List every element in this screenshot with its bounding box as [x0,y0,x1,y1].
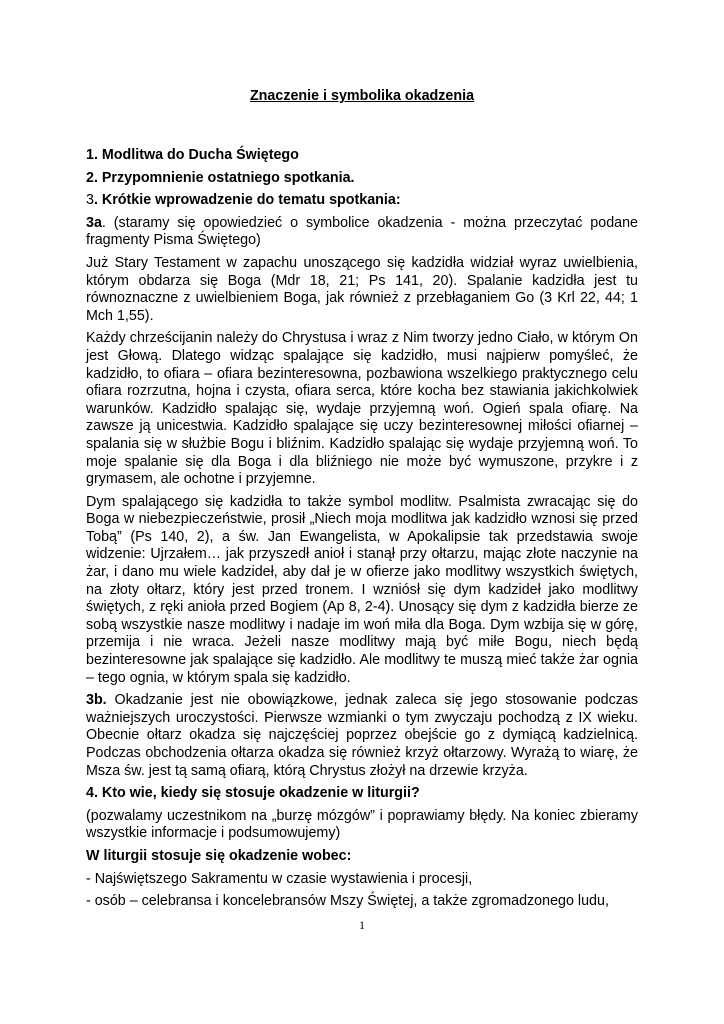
paragraph-brainstorm: (pozwalamy uczestnikom na „burzę mózgów” i poprawiamy błędy. Na koniec zbieramy wszystkie informacje i podsumowujemy) [86,807,638,842]
document-body [86,147,638,916]
section-3b-label: 3b. [86,692,107,709]
document-title: Znaczenie i symbolika okadzenia [249,88,475,104]
heading-1: 1. Modlitwa do Ducha Świętego [86,147,299,163]
list-item-persons: - osób – celebransa i koncelebransów Mszy Świętej, a także zgromadzonego ludu, [86,893,609,910]
section-3a [86,215,638,250]
page-number: 1 [359,918,365,932]
section-3a-text: . (staramy się opowiedzieć o symbolice okadzenia - można przeczytać podane fragmenty Pisma Świętego) [86,214,638,249]
paragraph-old-testament: Już Stary Testament w zapachu unoszącego się kadzidła widział wyraz uwielbienia, którym obdarza się Boga (Mdr 18, 21; Ps 141, 20). Spalanie kadzidła jest tu równoznaczne z uwielbieniem Boga, jak również z przebłaganiem Go (3 Krl 22, 44; 1 Mch 1,55). [86,254,638,324]
heading-3-text: . Krótkie wprowadzenie do tematu spotkania: [93,192,401,209]
paragraph-smoke-prayers: Dym spalającego się kadzidła to także symbol modlitw. Psalmista zwracając się do Boga w niebezpieczeństwie, prosił „Niech moja modlitwa jak kadzidło wznosi się przed Tobą” (Ps 140, 2), a św. Jan Ewangelista, w Apokalipsie tak przedstawia swoje widzenie: Ujrzałem… jak przyszedł anioł i stanął przy ołtarzu, mając złote naczynie na żar, i dano mu wiele kadzideł, aby dał je w ofierze jako modlitwy wszystkich świętych, na złoty ołtarz, który jest przed tronem. I wzniósł się dym kadzideł jako modlitwy świętych, z ręki anioła przed Bogiem (Ap 8, 2-4). Unosący się dym z kadzidła bierze ze sobą wszystkie nasze modlitwy i nadaje im woń miła dla Boga. Dym wzbija się w górę, przemija i nie wraca. Jeżeli nasze modlitwy mają być miłe Bogu, niech będą bezinteresowne jak spalające się kadzidło. Ale modlitwy te muszą mieć także żar ognia – tego ognia, w którym spala się kadzidło. [86,493,638,686]
section-3a-label: 3a [86,214,102,231]
paragraph-christian-offering: Każdy chrześcijanin należy do Chrystusa i wraz z Nim tworzy jedno Ciało, w którym On jest Głową. Dlatego widząc spalające się kadzidło, musi najpierw pomyśleć, że kadzidło, to ofiara – ofiara bezinteresowna, pozbawiona wszelkiego praktycznego celu ofiara rozrzutna, hojna i czysta, ofiara serca, które kocha bez stawiania jakichkolwiek warunków. Kadzidło spalając się, wydaje przyjemną woń. Ogień spala ofiarę. Na zawsze ją unicestwia. Kadzidło spalające się uczy bezinteresownej miłości ofiarnej – spalania się w służbie Bogu i bliźnim. Kadzidło spalając się wydaje przyjemną woń. To moje spalanie się dla Boga i dla bliźniego nie może być wymuszone, przykre i z grymasem, ale ochotne i przyjemne. [86,330,638,488]
heading-5: W liturgii stosuje się okadzenie wobec: [86,847,352,864]
list-item-sacrament: - Najświętszego Sakramentu w czasie wystawienia i procesji, [86,870,473,887]
section-3b [86,692,638,780]
heading-3 [86,192,638,210]
heading-3-number: 3 [86,192,94,209]
heading-2: 2. Przypomnienie ostatniego spotkania. [86,169,355,186]
heading-4: 4. Kto wie, kiedy się stosuje okadzenie w liturgii? [86,785,420,802]
section-3b-text: Okadzanie jest nie obowiązkowe, jednak zaleca się jego stosowanie podczas ważniejszych uroczystości. Pierwsze wzmianki o tym zwyczaju pochodzą z IX wieku. Obecnie ołtarz okadza się najczęściej poprzez obejście go z dymiącą kadzielnicą. Podczas obchodzenia ołtarza okadza się również krzyż ołtarzowy. Wyrażą to wiarę, że Msza św. jest tą samą ofiarą, którą Chrystus złożył na drzewie krzyża. [86,692,638,779]
